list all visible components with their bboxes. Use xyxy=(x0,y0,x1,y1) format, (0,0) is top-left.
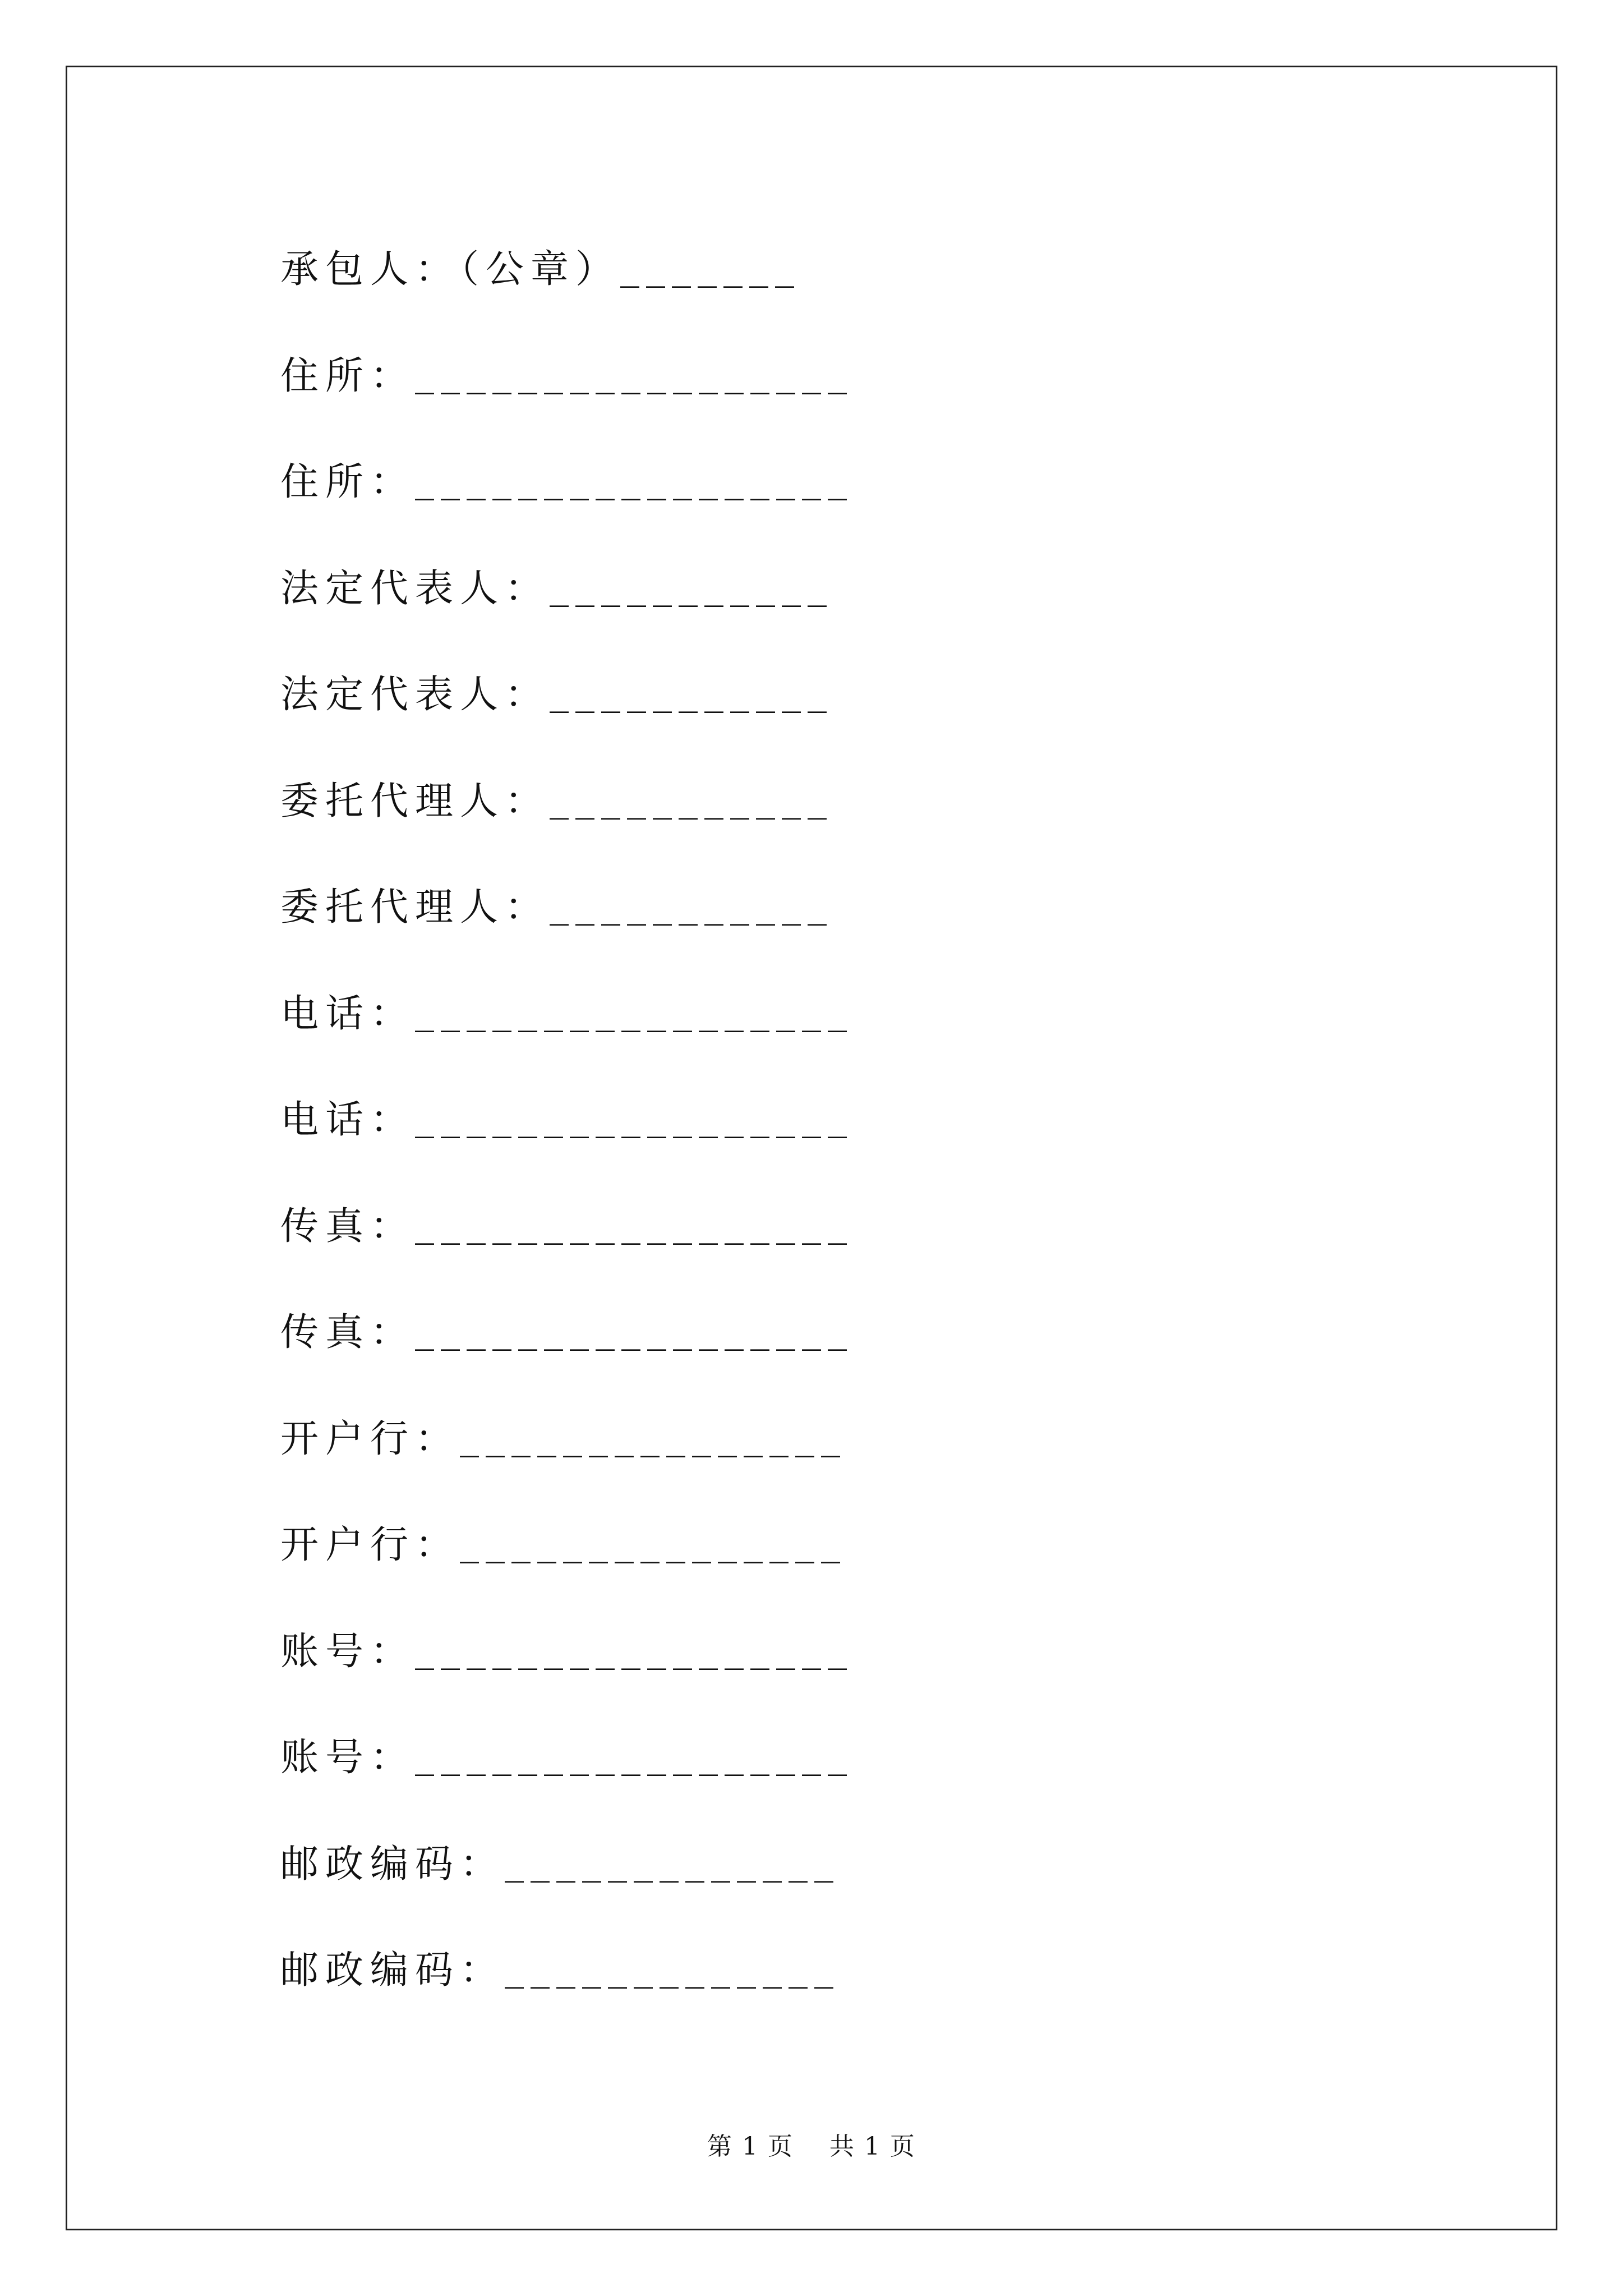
account-line-2 xyxy=(280,1701,854,1808)
agent-label: 委托代理人： xyxy=(280,779,550,823)
agent-blank: ___________ xyxy=(550,775,834,820)
bank-label: 开户行： xyxy=(280,1416,460,1461)
phone-blank: _________________ xyxy=(415,988,854,1033)
bank-blank: _______________ xyxy=(460,1413,847,1458)
account-blank: _________________ xyxy=(415,1626,854,1671)
address-label-2: 住所： xyxy=(280,460,416,505)
bank-line xyxy=(280,1383,854,1489)
fax-line xyxy=(280,1170,854,1277)
postcode-blank: _____________ xyxy=(505,1838,841,1883)
account-line xyxy=(280,1595,854,1702)
bank-blank-2: _______________ xyxy=(460,1520,847,1565)
address-label: 住所： xyxy=(280,353,416,398)
contractor-seal-blank: _______ xyxy=(620,244,801,289)
agent-blank-2: ___________ xyxy=(550,882,834,927)
agent-line-2 xyxy=(280,851,854,958)
contractor-seal-line xyxy=(280,213,854,320)
address-blank-2: _________________ xyxy=(415,457,854,501)
legal-rep-blank-2: ___________ xyxy=(550,669,834,714)
form-lines xyxy=(280,213,854,2021)
postcode-line-2 xyxy=(280,1914,854,2021)
bank-line-2 xyxy=(280,1489,854,1595)
address-line-2 xyxy=(280,426,854,532)
phone-line xyxy=(280,958,854,1064)
postcode-line xyxy=(280,1808,854,1915)
legal-rep-line xyxy=(280,532,854,639)
fax-line-2 xyxy=(280,1276,854,1383)
postcode-label-2: 邮政编码： xyxy=(280,1948,505,1993)
phone-line-2 xyxy=(280,1064,854,1170)
account-label: 账号： xyxy=(280,1629,416,1674)
bank-label-2: 开户行： xyxy=(280,1523,460,1568)
account-blank-2: _________________ xyxy=(415,1732,854,1777)
fax-blank: _________________ xyxy=(415,1200,854,1245)
fax-label-2: 传真： xyxy=(280,1310,416,1355)
address-blank: _________________ xyxy=(415,350,854,395)
postcode-blank-2: _____________ xyxy=(505,1945,841,1990)
fax-blank-2: _________________ xyxy=(415,1307,854,1352)
account-label-2: 账号： xyxy=(280,1736,416,1780)
agent-label-2: 委托代理人： xyxy=(280,885,550,930)
contractor-seal-label: 承包人：（公章） xyxy=(280,247,621,292)
legal-rep-line-2 xyxy=(280,638,854,745)
address-line xyxy=(280,320,854,426)
phone-label: 电话： xyxy=(280,991,416,1036)
phone-blank-2: _________________ xyxy=(415,1094,854,1139)
postcode-label: 邮政编码： xyxy=(280,1842,505,1887)
legal-rep-blank: ___________ xyxy=(550,563,834,608)
fax-label: 传真： xyxy=(280,1204,416,1249)
legal-rep-label: 法定代表人： xyxy=(280,566,550,611)
legal-rep-label-2: 法定代表人： xyxy=(280,673,550,717)
phone-label-2: 电话： xyxy=(280,1098,416,1143)
page-footer: 第 1 页 共 1 页 xyxy=(707,2132,916,2161)
agent-line xyxy=(280,745,854,852)
